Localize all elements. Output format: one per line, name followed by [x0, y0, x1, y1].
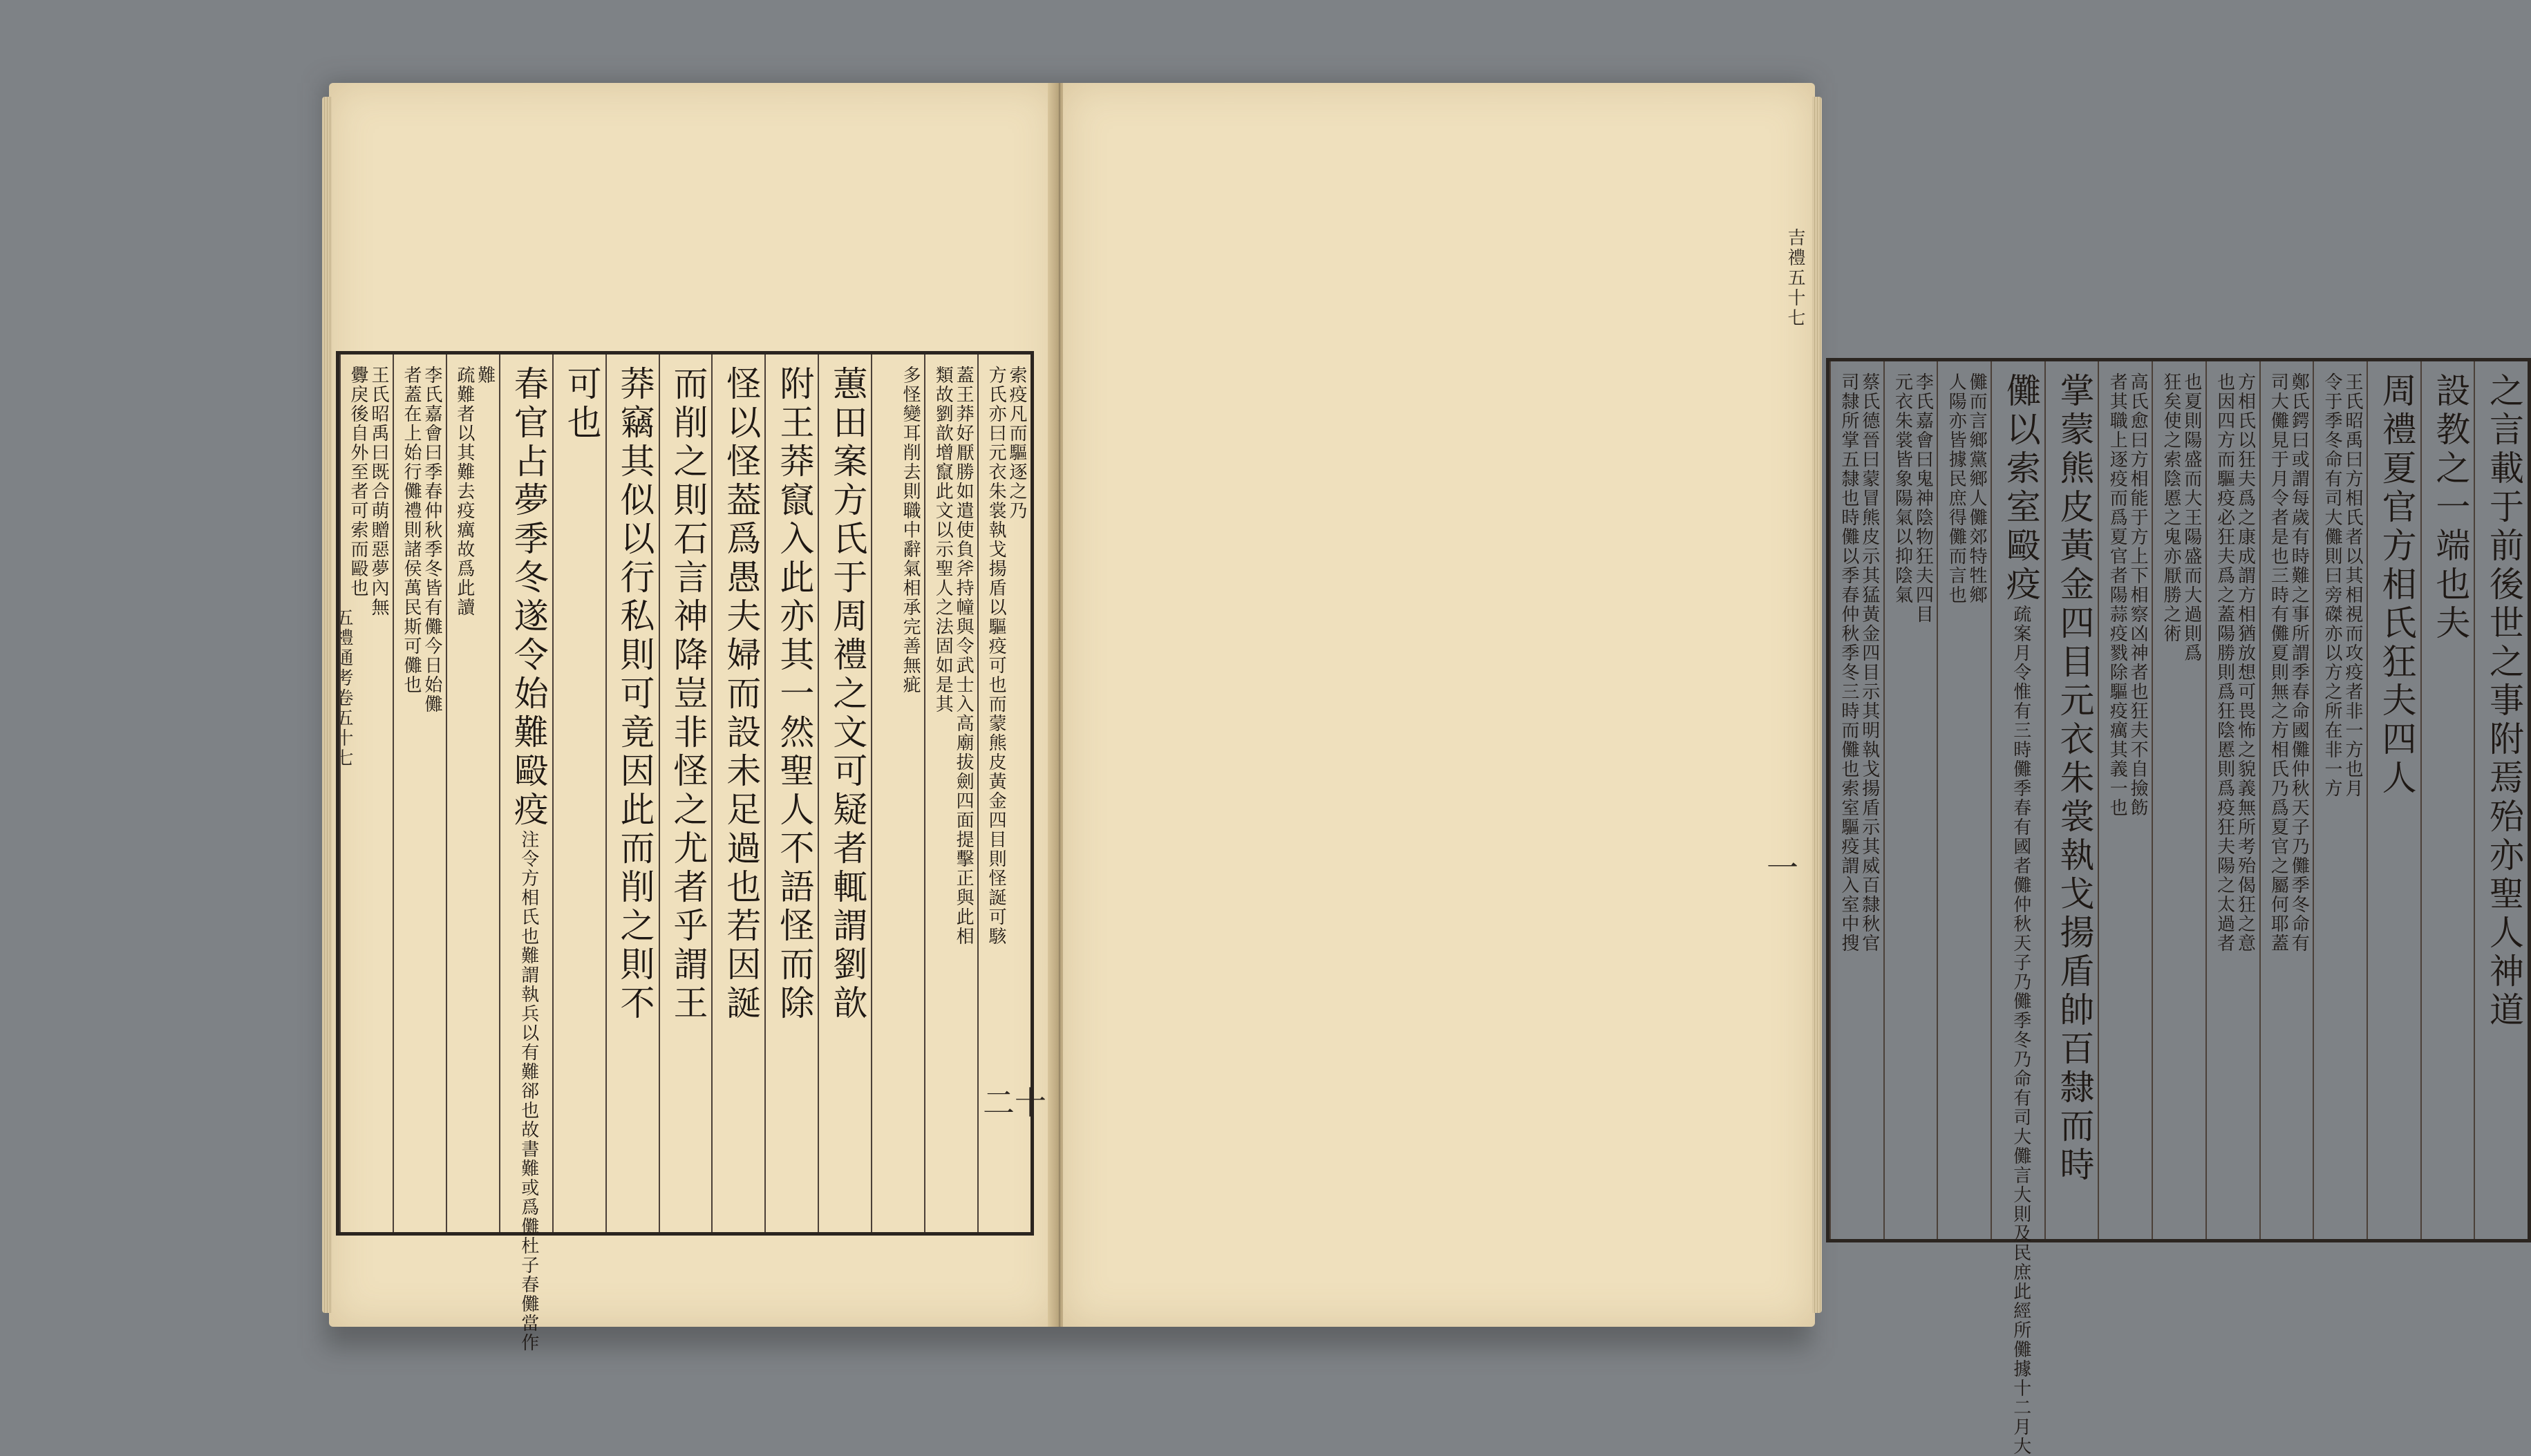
right-column-10-note: 疏案月令惟有三時儺季春有國者儺仲秋天子乃儺季冬乃命有司大儺言大則及民庶此經所儺據十二月大 [2010, 605, 2031, 1456]
open-book [329, 83, 2524, 1456]
right-column-3-text: 周禮夏官方相氏狂夫四人 [2376, 372, 2417, 798]
left-column-13-note-a: 王氏昭禹曰既合萌贈惡夢內無 [368, 366, 389, 617]
right-column-5-note-b: 司大儺見于月令者是也三時有儺夏則無之方相氏乃爲夏官之屬何耶蓋 [2268, 372, 2289, 953]
right-column-4-note-b: 令于季冬命有司大儺則曰旁磔亦以方之所在非一方 [2322, 372, 2343, 798]
left-column-10-text: 春官占夢季冬遂令始難毆疫 [508, 366, 549, 830]
left-column-2-note-b: 類故劉歆增竄此文以示聖人之法固如是其 [932, 366, 954, 714]
left-column-8 [605, 354, 659, 1232]
right-column-9-text: 掌蒙熊皮黃金四目元衣朱裳執戈揚盾帥百隸而時 [2054, 372, 2095, 1185]
left-column-7 [659, 354, 712, 1232]
right-column-2 [2420, 361, 2474, 1239]
right-column-8-note-a: 高氏愈曰方相能于方上下相察凶神者也狂夫不自撿飭 [2127, 372, 2149, 817]
right-column-6-note-b: 也因四方而驅疫必狂夫爲之蓋陽勝則爲狂陰慝則爲疫狂夫陽之太過者 [2214, 372, 2235, 953]
left-column-4-text: 蕙田案方氏于周禮之文可疑者輒謂劉歆 [827, 366, 868, 1023]
right-column-1-text: 之言載于前後世之事附焉殆亦聖人神道 [2484, 372, 2524, 1030]
left-column-6-text: 怪以怪葢爲愚夫婦而設未足過也若因誕 [721, 366, 762, 1023]
left-column-4 [818, 354, 871, 1232]
right-column-11-note-a: 儺而言鄉黨鄉人儺郊特牲鄉 [1966, 372, 1988, 605]
right-column-7-note-a: 也夏則陽盛而大王陽盛而大過則爲 [2181, 372, 2202, 663]
right-column-8-note-b: 者其職上逐疫而爲夏官者陽蒜疫戮除驅疫癘其義一也 [2107, 372, 2128, 817]
right-column-5 [2259, 361, 2313, 1239]
right-column-6 [2205, 361, 2259, 1239]
right-column-7 [2152, 361, 2205, 1239]
right-column-2-text: 設教之一端也夫 [2430, 372, 2471, 643]
left-column-7-text: 而削之則石言神降豈非怪之尤者乎謂王 [668, 366, 708, 1023]
right-column-13-note-a: 蔡氏德晉曰蒙冒熊皮示其猛黃金四目示其明執戈揚盾示其威百隸秋官 [1859, 372, 1880, 953]
right-column-13 [1829, 361, 1883, 1239]
right-column-9 [2044, 361, 2098, 1239]
right-page [1063, 83, 2524, 1456]
left-column-2 [924, 354, 977, 1232]
left-column-12-note-a: 李氏嘉會曰季春仲秋季冬皆有儺今日始儺 [421, 366, 442, 714]
left-column-11-note-b: 疏難者以其難去疫癘故爲此讀 [453, 366, 475, 617]
left-column-6 [711, 354, 764, 1232]
right-column-12 [1883, 361, 1937, 1239]
left-column-2-note-a: 蓋王莽好厭勝如遣使負斧持幢與令武士入高廟拔劍四面提擊正與此相 [953, 366, 975, 946]
left-column-10-note: 注令方相氏也難謂執兵以有難郤也故書難或爲儺杜子春儺當作 [518, 830, 539, 1352]
right-column-11-note-b: 人陽亦皆據民庶得儺而言也 [1946, 372, 1967, 605]
left-text-frame [336, 351, 1034, 1352]
left-margin-label: 五禮通考卷五十七 [332, 608, 353, 768]
right-column-10 [1991, 361, 2044, 1456]
left-column-9-text: 可也 [561, 366, 602, 443]
left-column-5 [764, 354, 818, 1232]
left-page-number: 二十 [983, 1084, 1046, 1122]
right-column-5-note-a: 鄭氏鍔曰或謂每歲有時難之事所謂季春命國儺仲秋天子乃儺季冬命有 [2288, 372, 2310, 953]
left-column-3 [871, 354, 924, 1232]
left-column-1-note-a: 索疫凡而驅逐之乃 [1006, 366, 1027, 520]
left-column-8-text: 莽竊其似以行私則可竟因此而削之則不 [614, 366, 655, 1023]
left-column-12 [393, 354, 446, 1232]
right-column-6-note-a: 方相氏以狂夫爲之康成謂方相猶放想可畏怖之貌義無所考殆偈狂之意 [2234, 372, 2256, 953]
right-column-4-note-a: 王氏昭禹曰方相氏者以其相視而攻疫者非一方也月 [2342, 372, 2363, 798]
right-column-8 [2098, 361, 2152, 1239]
right-column-13-note-b: 司隸所掌五隸也時儺以季春仲秋季冬三時而儺也索室驅疫謂入室中搜 [1838, 372, 1859, 953]
right-text-frame [1826, 358, 2531, 1456]
left-column-10 [499, 354, 552, 1352]
right-page-number: 一 [1767, 849, 1798, 887]
right-column-1 [2474, 361, 2528, 1239]
left-column-13 [339, 354, 393, 1232]
right-column-3 [2367, 361, 2420, 1239]
left-column-13-note-b: 釁戾後自外至者可索而毆也 [348, 366, 369, 598]
right-column-10-text: 儺以索室毆疫 [2000, 372, 2041, 605]
left-column-11 [446, 354, 499, 1232]
left-column-3-note-a: 多怪變耳削去則職中辭氣相承完善無疵 [900, 366, 921, 694]
left-column-9 [552, 354, 605, 1232]
left-column-12-note-b: 者蓋在上始行儺禮則諸侯萬民斯可儺也 [400, 366, 422, 694]
right-margin-label: 吉禮五十七 [1785, 228, 1805, 328]
left-page [329, 83, 1057, 1352]
right-page-edge [1812, 97, 1822, 1313]
left-column-1-note-b: 方氏亦曰元衣朱裳執戈揚盾以驅疫可也而蒙熊皮黃金四目則怪誕可駭 [986, 366, 1007, 946]
left-column-11-note-a: 難 [474, 366, 496, 385]
right-column-4 [2313, 361, 2367, 1239]
right-column-7-note-b: 狂矣使之索陰慝之鬼亦厭勝之術 [2160, 372, 2181, 643]
right-column-12-note-b: 元衣朱裳皆象陽氣以抑陰氣 [1892, 372, 1913, 605]
right-column-11 [1937, 361, 1991, 1239]
right-column-12-note-a: 李氏嘉會曰鬼神陰物狂夫四目 [1912, 372, 1934, 624]
left-column-5-text: 附王莽竄入此亦其一然聖人不語怪而除 [774, 366, 815, 1023]
